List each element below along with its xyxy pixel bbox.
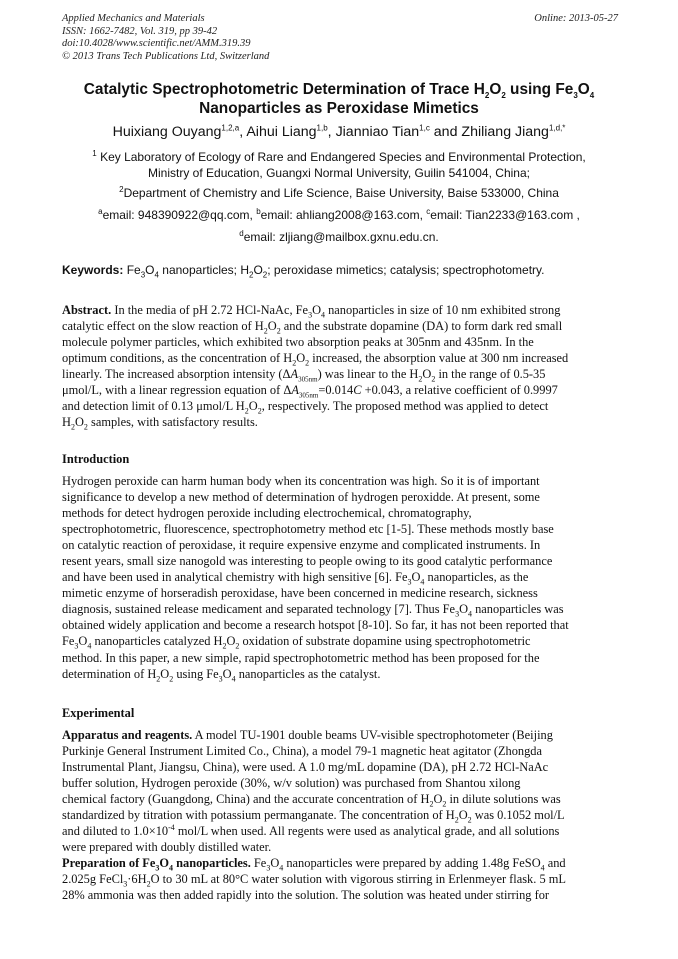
- doi-line[interactable]: doi:10.4028/www.scientific.net/AMM.319.39: [62, 38, 251, 49]
- copyright-line: © 2013 Trans Tech Publications Ltd, Switzerland: [62, 50, 270, 62]
- journal-name: Applied Mechanics and Materials: [62, 13, 205, 24]
- section-heading-introduction: Introduction: [62, 452, 130, 466]
- email-b[interactable]: email: ahliang2008@163.com,: [260, 208, 427, 222]
- email-line-2: $^d$email: zljiang@mailbox.gxnu.edu.cn.: [239, 229, 439, 244]
- experimental-paragraph: Apparatus and reagents. A model TU-1901 double beams UV-visible spectrophotometer (Beijing Purkinje General Instrument Limited Co., China), a model 79-1 magnetic heat agitator (Zhongda Instrumental Plant, Jiangsu, China), were used. A 1.0 mg/mL dopamine (DA), pH 2.72 HCl-NaAc buffer solution, Hydrogen peroxide (30%, w/v solution) was purchased from Shantou xilong chemical factory (Guangdong, China) and the accurate concentration of $H_2O_2$ in dilute solutions was standardized by titration with potassium permanganate. The concentration of $H_2O_2$ was 0.1052 mol/L and diluted to $1.0\times 10^{-4}$ mol/L when used. All regents were used as analytical grade, and all solutions were prepared with doubly distilled water. Preparation of $Fe_3O_4$ nanoparticles. $Fe_3O_4$ nanoparticles were prepared by adding 1.48g FeSO$_4$ and 2.025g $FeCl_3\cdot 6H_2O$ to 30 mL at 80°C water solution with vigorous stirring in Erlenmeyer flask. 5 mL 28% ammonia was then added rapidly into the solution. The solution was heated under stirring for: [62, 728, 566, 903]
- author-name: Huixiang Ouyang: [112, 124, 222, 140]
- email-c[interactable]: email: Tian2233@163.com ,: [430, 208, 580, 222]
- email-line-1: $^a$email: 948390922@qq.com, $^b$email: ahliang2008@163.com, $^c$email: Tian2233@163.com ,: [98, 207, 580, 222]
- online-date: Online: 2013-05-27: [534, 13, 618, 24]
- issn-line: ISSN: 1662-7482, Vol. 319, pp 39-42: [62, 25, 218, 37]
- abstract-label: Abstract.: [62, 303, 112, 317]
- apparatus-label: Apparatus and reagents.: [62, 728, 193, 742]
- email-d[interactable]: email: zljiang@mailbox.gxnu.edu.cn.: [243, 230, 439, 244]
- author-name: Aihui Liang: [246, 124, 317, 140]
- keywords-label: Keywords:: [62, 263, 124, 277]
- abstract: Abstract. In the media of pH 2.72 HCl-NaAc, $Fe_3O_4$ nanoparticles in size of 10 nm exhibited strong catalytic effect on the slow reaction of $H_2O_2$ and the substrate dopamine (DA) to form dark red small molecule polymer particles, which exhibited two absorption peaks at 305nm and 435nm. In the optimum conditions, as the concentration of $H_2O_2$ increased, the absorption value at 300 nm increased linearly. The increased absorption intensity $(\Delta A_{305nm})$ was linear to the $H_2O_2$ in the range of 0.5-35 μmol/L, with a linear regression equation of $\Delta A_{305nm}=0.014C +0.043$, a relative coefficient of 0.9997 and detection limit of 0.13 μmol/L $H_2O_2$, respectively. The proposed method was applied to detect $H_2O_2$ samples, with satisfactory results.: [62, 303, 569, 432]
- preparation-label: Preparation of $Fe_3O_4$ nanoparticles.: [62, 856, 251, 873]
- keywords: Keywords: $Fe_3O_4$ nanoparticles; $H_2O_2$; peroxidase mimetics; catalysis; spectrophotometry.: [62, 263, 545, 280]
- author-list: Huixiang Ouyang$^{1,2,a}$, Aihui Liang$^{1,b}$, Jianniao Tian$^{1,c}$ and Zhiliang Jiang$^{1,d,*}$: [112, 123, 566, 140]
- affiliation-2: $^2$Department of Chemistry and Life Science, Baise University, Baise 533000, China: [119, 185, 559, 200]
- journal-header: [62, 13, 618, 63]
- author-name: Zhiliang Jiang: [461, 124, 549, 140]
- title-line-1: Catalytic Spectrophotometric Determination of Trace $H_2O_2$ using $Fe_3O_4$: [83, 81, 595, 101]
- title-line-2: Nanoparticles as Peroxidase Mimetics: [199, 100, 479, 117]
- introduction-paragraph: Hydrogen peroxide can harm human body when its concentration was high. So it is of important significance to develop a new method of determination of hydrogen peroxidde. At present, some methods for detect hydrogen peroxide including electrochemical, chromatography, spectrophotometric, fluorescence, spectrophotometry method etc [1-5]. These methods mostly base on catalytic reaction of peroxidase, it require expensive enzyme and complicated instruments. In resent years, small size nanogold was interesting to people owing to its good catalytic performance and have been used in analytical chemistry with high sensitive [6]. $Fe_3O_4$ nanoparticles, as the mimetic enzyme of horseradish peroxidase, have been concerned in medicine research, sickness diagnosis, sustained release medicament and separated technology [7]. Thus $Fe_3O_4$ nanoparticles was obtained widely application and become a research hotspot [8-10]. So far, it has not been reported that $Fe_3O_4$ nanoparticles catalyzed $H_2O_2$ oxidation of substrate dopamine using spectrophotometric method. In this paper, a new simple, rapid spectrophotometric method has been proposed for the determination of $H_2O_2$ using $Fe_3O_4$ nanoparticles as the catalyst.: [62, 474, 569, 684]
- paper-title: [40, 80, 638, 118]
- author-name: Jianniao Tian: [335, 124, 420, 140]
- section-heading-experimental: Experimental: [62, 706, 135, 720]
- email-a[interactable]: email: 948390922@qq.com,: [102, 208, 257, 222]
- affiliation-1: $^1$ Key Laboratory of Ecology of Rare and Endangered Species and Environmental Protection, Ministry of Education, Guangxi Normal University, Guilin 541004, China;: [92, 149, 586, 180]
